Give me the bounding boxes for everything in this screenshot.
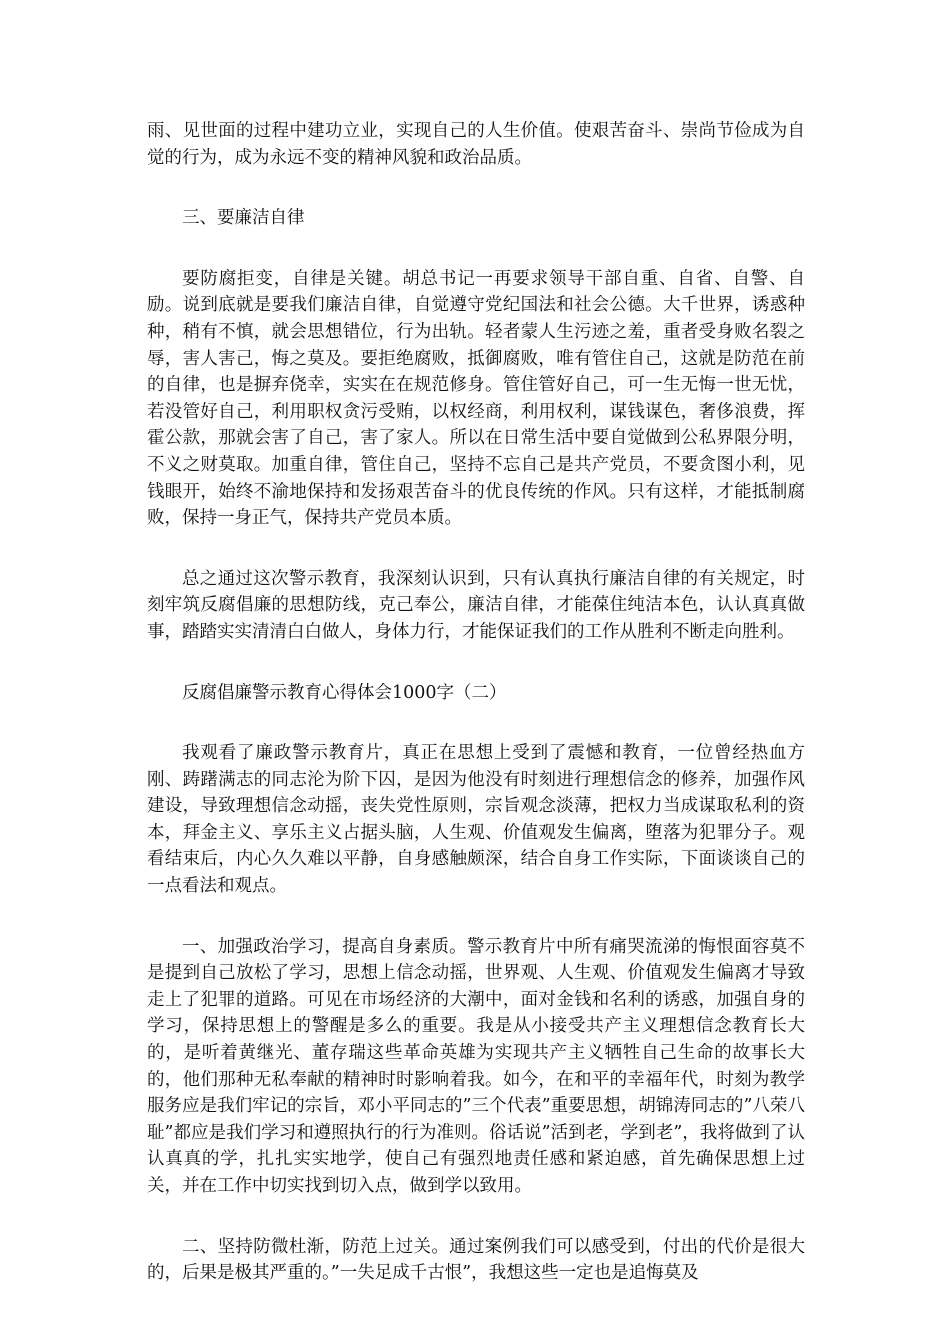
document-page [147, 118, 805, 1321]
section-heading-3: 三、要廉洁自律 [182, 208, 305, 229]
paragraph-point-2: 二、坚持防微杜渐，防范上过关。通过案例我们可以感受到，付出的代价是很大的，后果是极其严重的。”一失足成千古恨”，我想这些一定也是追悔莫及 [147, 1236, 805, 1284]
paragraph-continuation: 雨、见世面的过程中建功立业，实现自己的人生价值。使艰苦奋斗、崇尚节俭成为自觉的行为，成为永远不变的精神风貌和政治品质。 [147, 121, 805, 168]
paragraph-conclusion: 总之通过这次警示教育，我深刻认识到，只有认真执行廉洁自律的有关规定，时刻牢筑反腐倡廉的思想防线，克己奉公，廉洁自律，才能葆住纯洁本色，认认真真做事，踏踏实实清清白白做人，身体力行，才能保证我们的工作从胜利不断走向胜利。 [147, 568, 805, 642]
paragraph-point-1: 一、加强政治学习，提高自身素质。警示教育片中所有痛哭流涕的悔恨面容莫不是提到自己放松了学习，思想上信念动摇，世界观、人生观、价值观发生偏离才导致走上了犯罪的道路。可见在市场经济的大潮中，面对金钱和名利的诱惑，加强自身的学习，保持思想上的警醒是多么的重要。我是从小接受共产主义理想信念教育长大的，是听着黄继光、董存瑞这些革命英雄为实现共产主义牺牲自己生命的故事长大的，他们那种无私奉献的精神时时影响着我。如今，在和平的幸福年代，时刻为教学服务应是我们牢记的宗旨，邓小平同志的”三个代表”重要思想，胡锦涛同志的”八荣八耻”都应是我们学习和遵照执行的行为准则。俗话说”活到老，学到老”，我将做到了认认真真的学，扎扎实实地学，使自己有强烈地责任感和紧迫感，首先确保思想上过关，并在工作中切实找到切入点，做到学以致用。 [147, 936, 805, 1196]
article-title-part-2: 反腐倡廉警示教育心得体会1000字（二） [182, 682, 507, 703]
paragraph-self-discipline: 要防腐拒变，自律是关键。胡总书记一再要求领导干部自重、自省、自警、自励。说到底就是要我们廉洁自律，自觉遵守党纪国法和社会公德。大千世界，诱惑种种，稍有不慎，就会思想错位，行为出轨。轻者蒙人生污迹之羞，重者受身败名裂之辱，害人害己，悔之莫及。要拒绝腐败，抵御腐败，唯有管住自己，这就是防范在前的自律，也是摒弃侥幸，实实在在规范修身。管住管好自己，可一生无悔一世无忧，若没管好自己，利用职权贪污受贿，以权经商，利用权利，谋钱谋色，奢侈浪费，挥霍公款，那就会害了自己，害了家人。所以在日常生活中要自觉做到公私界限分明，不义之财莫取。加重自律，管住自己，坚持不忘自己是共产党员，不要贪图小利，见钱眼开，始终不渝地保持和发扬艰苦奋斗的优良传统的作风。只有这样，才能抵制腐败，保持一身正气，保持共产党员本质。 [147, 268, 805, 529]
paragraph-intro: 我观看了廉政警示教育片，真正在思想上受到了震憾和教育，一位曾经热血方刚、踌躇满志的同志沦为阶下囚，是因为他没有时刻进行理想信念的修养，加强作风建设，导致理想信念动摇，丧失党性原则，宗旨观念淡薄，把权力当成谋取私利的资本，拜金主义、享乐主义占据头脑，人生观、价值观发生偏离，堕落为犯罪分子。观看结束后，内心久久难以平静，自身感触颇深，结合自身工作实际，下面谈谈自己的一点看法和观点。 [147, 743, 805, 897]
